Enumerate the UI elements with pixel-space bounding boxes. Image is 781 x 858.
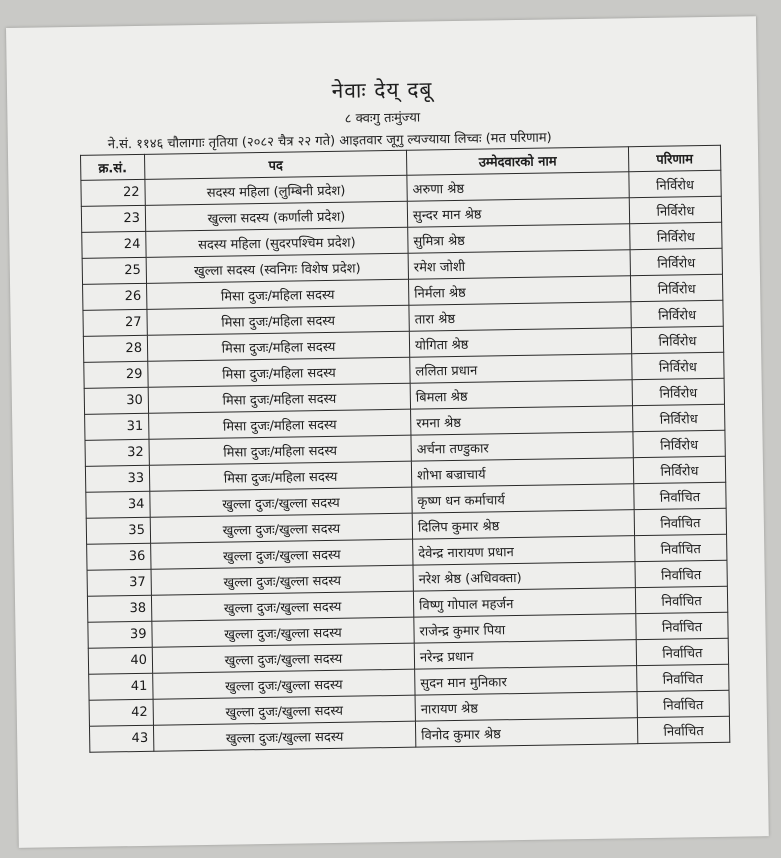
post-cell: खुल्ला दुजः/खुल्ला सदस्य (152, 643, 414, 673)
post-cell: सदस्य महिला (सुदरपश्चिम प्रदेश) (146, 227, 408, 257)
post-cell: खुल्ला दुजः/खुल्ला सदस्य (153, 695, 415, 725)
serial-number-cell: 40 (88, 647, 152, 674)
result-cell: निर्विरोध (631, 326, 723, 353)
post-cell: मिसा दुजः/महिला सदस्य (149, 409, 411, 439)
post-cell: मिसा दुजः/महिला सदस्य (148, 383, 410, 413)
candidate-name-cell: अरुणा श्रेष्ठ (407, 172, 629, 201)
result-cell: निर्वाचित (635, 560, 727, 587)
candidate-name-cell: नारायण श्रेष्ठ (415, 692, 637, 721)
result-cell: निर्वाचित (637, 690, 729, 717)
result-cell: निर्विरोध (630, 274, 722, 301)
post-cell: मिसा दुजः/महिला सदस्य (147, 305, 409, 335)
candidate-name-cell: कृष्ण धन कर्माचार्य (412, 484, 634, 513)
candidate-name-cell: विष्णु गोपाल महर्जन (413, 588, 635, 617)
result-cell: निर्विरोध (630, 248, 722, 275)
result-cell: निर्वाचित (637, 716, 729, 743)
candidate-name-cell: सुमित्रा श्रेष्ठ (408, 224, 630, 253)
candidate-name-cell: नरेन्द्र प्रधान (414, 640, 636, 669)
candidate-name-cell: योगिता श्रेष्ठ (409, 328, 631, 357)
result-cell: निर्विरोध (633, 404, 725, 431)
candidate-name-cell: विनोद कुमार श्रेष्ठ (415, 718, 637, 747)
serial-number-cell: 26 (83, 283, 147, 310)
header-post: पद (145, 150, 407, 179)
serial-number-cell: 35 (86, 517, 150, 544)
serial-number-cell: 32 (85, 439, 149, 466)
post-cell: मिसा दुजः/महिला सदस्य (147, 331, 409, 361)
post-cell: खुल्ला दुजः/खुल्ला सदस्य (151, 565, 413, 595)
post-cell: खुल्ला दुजः/खुल्ला सदस्य (150, 513, 412, 543)
serial-number-cell: 43 (89, 725, 153, 752)
result-cell: निर्विरोध (632, 352, 724, 379)
result-cell: निर्विरोध (633, 430, 725, 457)
result-cell: निर्वाचित (635, 586, 727, 613)
serial-number-cell: 24 (82, 231, 146, 258)
result-cell: निर्वाचित (634, 482, 726, 509)
candidate-name-cell: राजेन्द्र कुमार पिया (414, 614, 636, 643)
document-subtitle: ८ क्वःगु तःमुंज्या (344, 110, 421, 127)
result-cell: निर्विरोध (630, 222, 722, 249)
serial-number-cell: 25 (82, 257, 146, 284)
candidate-name-cell: सुन्दर मान श्रेष्ठ (407, 198, 629, 227)
candidate-name-cell: ललिता प्रधान (410, 354, 632, 383)
results-table-body (81, 170, 730, 752)
candidate-name-cell: रमेश जोशी (408, 250, 630, 279)
election-info-line: ने.सं. ११४६ चौलागाः तृतिया (२०८२ चैत्र २२ गते) आइतवार जूगु ल्यज्याया लिच्वः (मत परिणाम) (107, 130, 552, 153)
serial-number-cell: 38 (87, 595, 151, 622)
post-cell: खुल्ला दुजः/खुल्ला सदस्य (150, 487, 412, 517)
serial-number-cell: 41 (89, 673, 153, 700)
serial-number-cell: 36 (87, 543, 151, 570)
header-result: परिणाम (628, 145, 720, 171)
candidate-name-cell: तारा श्रेष्ठ (409, 302, 631, 331)
result-cell: निर्विरोध (632, 378, 724, 405)
header-candidate-name: उम्मेदवारको नाम (406, 147, 628, 175)
result-cell: निर्विरोध (629, 170, 721, 197)
post-cell: खुल्ला सदस्य (कर्णाली प्रदेश) (145, 201, 407, 231)
serial-number-cell: 23 (81, 205, 145, 232)
result-cell: निर्विरोध (629, 196, 721, 223)
serial-number-cell: 28 (83, 335, 147, 362)
result-cell: निर्वाचित (636, 638, 728, 665)
serial-number-cell: 30 (84, 387, 148, 414)
serial-number-cell: 34 (86, 491, 150, 518)
serial-number-cell: 33 (85, 465, 149, 492)
candidate-name-cell: सुदन मान मुनिकार (415, 666, 637, 695)
post-cell: खुल्ला दुजः/खुल्ला सदस्य (151, 539, 413, 569)
candidate-name-cell: नरेश श्रेष्ठ (अधिवक्ता) (413, 562, 635, 591)
post-cell: मिसा दुजः/महिला सदस्य (149, 435, 411, 465)
candidate-name-cell: अर्चना तण्डुकार (411, 432, 633, 461)
result-cell: निर्वाचित (637, 664, 729, 691)
candidate-name-cell: शोभा बज्राचार्य (411, 458, 633, 487)
document-title: नेवाः देय् दबू (331, 77, 433, 103)
serial-number-cell: 42 (89, 699, 153, 726)
result-cell: निर्वाचित (636, 612, 728, 639)
post-cell: मिसा दुजः/महिला सदस्य (148, 357, 410, 387)
result-cell: निर्विरोध (633, 456, 725, 483)
header-serial: क्र.सं. (81, 154, 145, 180)
post-cell: खुल्ला दुजः/खुल्ला सदस्य (152, 617, 414, 647)
candidate-name-cell: निर्मला श्रेष्ठ (408, 276, 630, 305)
serial-number-cell: 27 (83, 309, 147, 336)
post-cell: खुल्ला दुजः/खुल्ला सदस्य (151, 591, 413, 621)
candidate-name-cell: दिलिप कुमार श्रेष्ठ (412, 510, 634, 539)
candidate-name-cell: रमना श्रेष्ठ (411, 406, 633, 435)
post-cell: खुल्ला दुजः/खुल्ला सदस्य (153, 721, 415, 751)
post-cell: खुल्ला सदस्य (स्वनिगः विशेष प्रदेश) (146, 253, 408, 283)
document-page (6, 16, 769, 848)
result-cell: निर्वाचित (634, 508, 726, 535)
result-cell: निर्विरोध (631, 300, 723, 327)
serial-number-cell: 37 (87, 569, 151, 596)
serial-number-cell: 29 (84, 361, 148, 388)
candidate-name-cell: देवेन्द्र नारायण प्रधान (413, 536, 635, 565)
serial-number-cell: 39 (88, 621, 152, 648)
candidate-name-cell: बिमला श्रेष्ठ (410, 380, 632, 409)
post-cell: सदस्य महिला (लुम्बिनी प्रदेश) (145, 175, 407, 205)
post-cell: खुल्ला दुजः/खुल्ला सदस्य (153, 669, 415, 699)
post-cell: मिसा दुजः/महिला सदस्य (149, 461, 411, 491)
serial-number-cell: 22 (81, 179, 145, 206)
post-cell: मिसा दुजः/महिला सदस्य (147, 279, 409, 309)
result-cell: निर्वाचित (635, 534, 727, 561)
serial-number-cell: 31 (85, 413, 149, 440)
results-table (80, 145, 730, 753)
